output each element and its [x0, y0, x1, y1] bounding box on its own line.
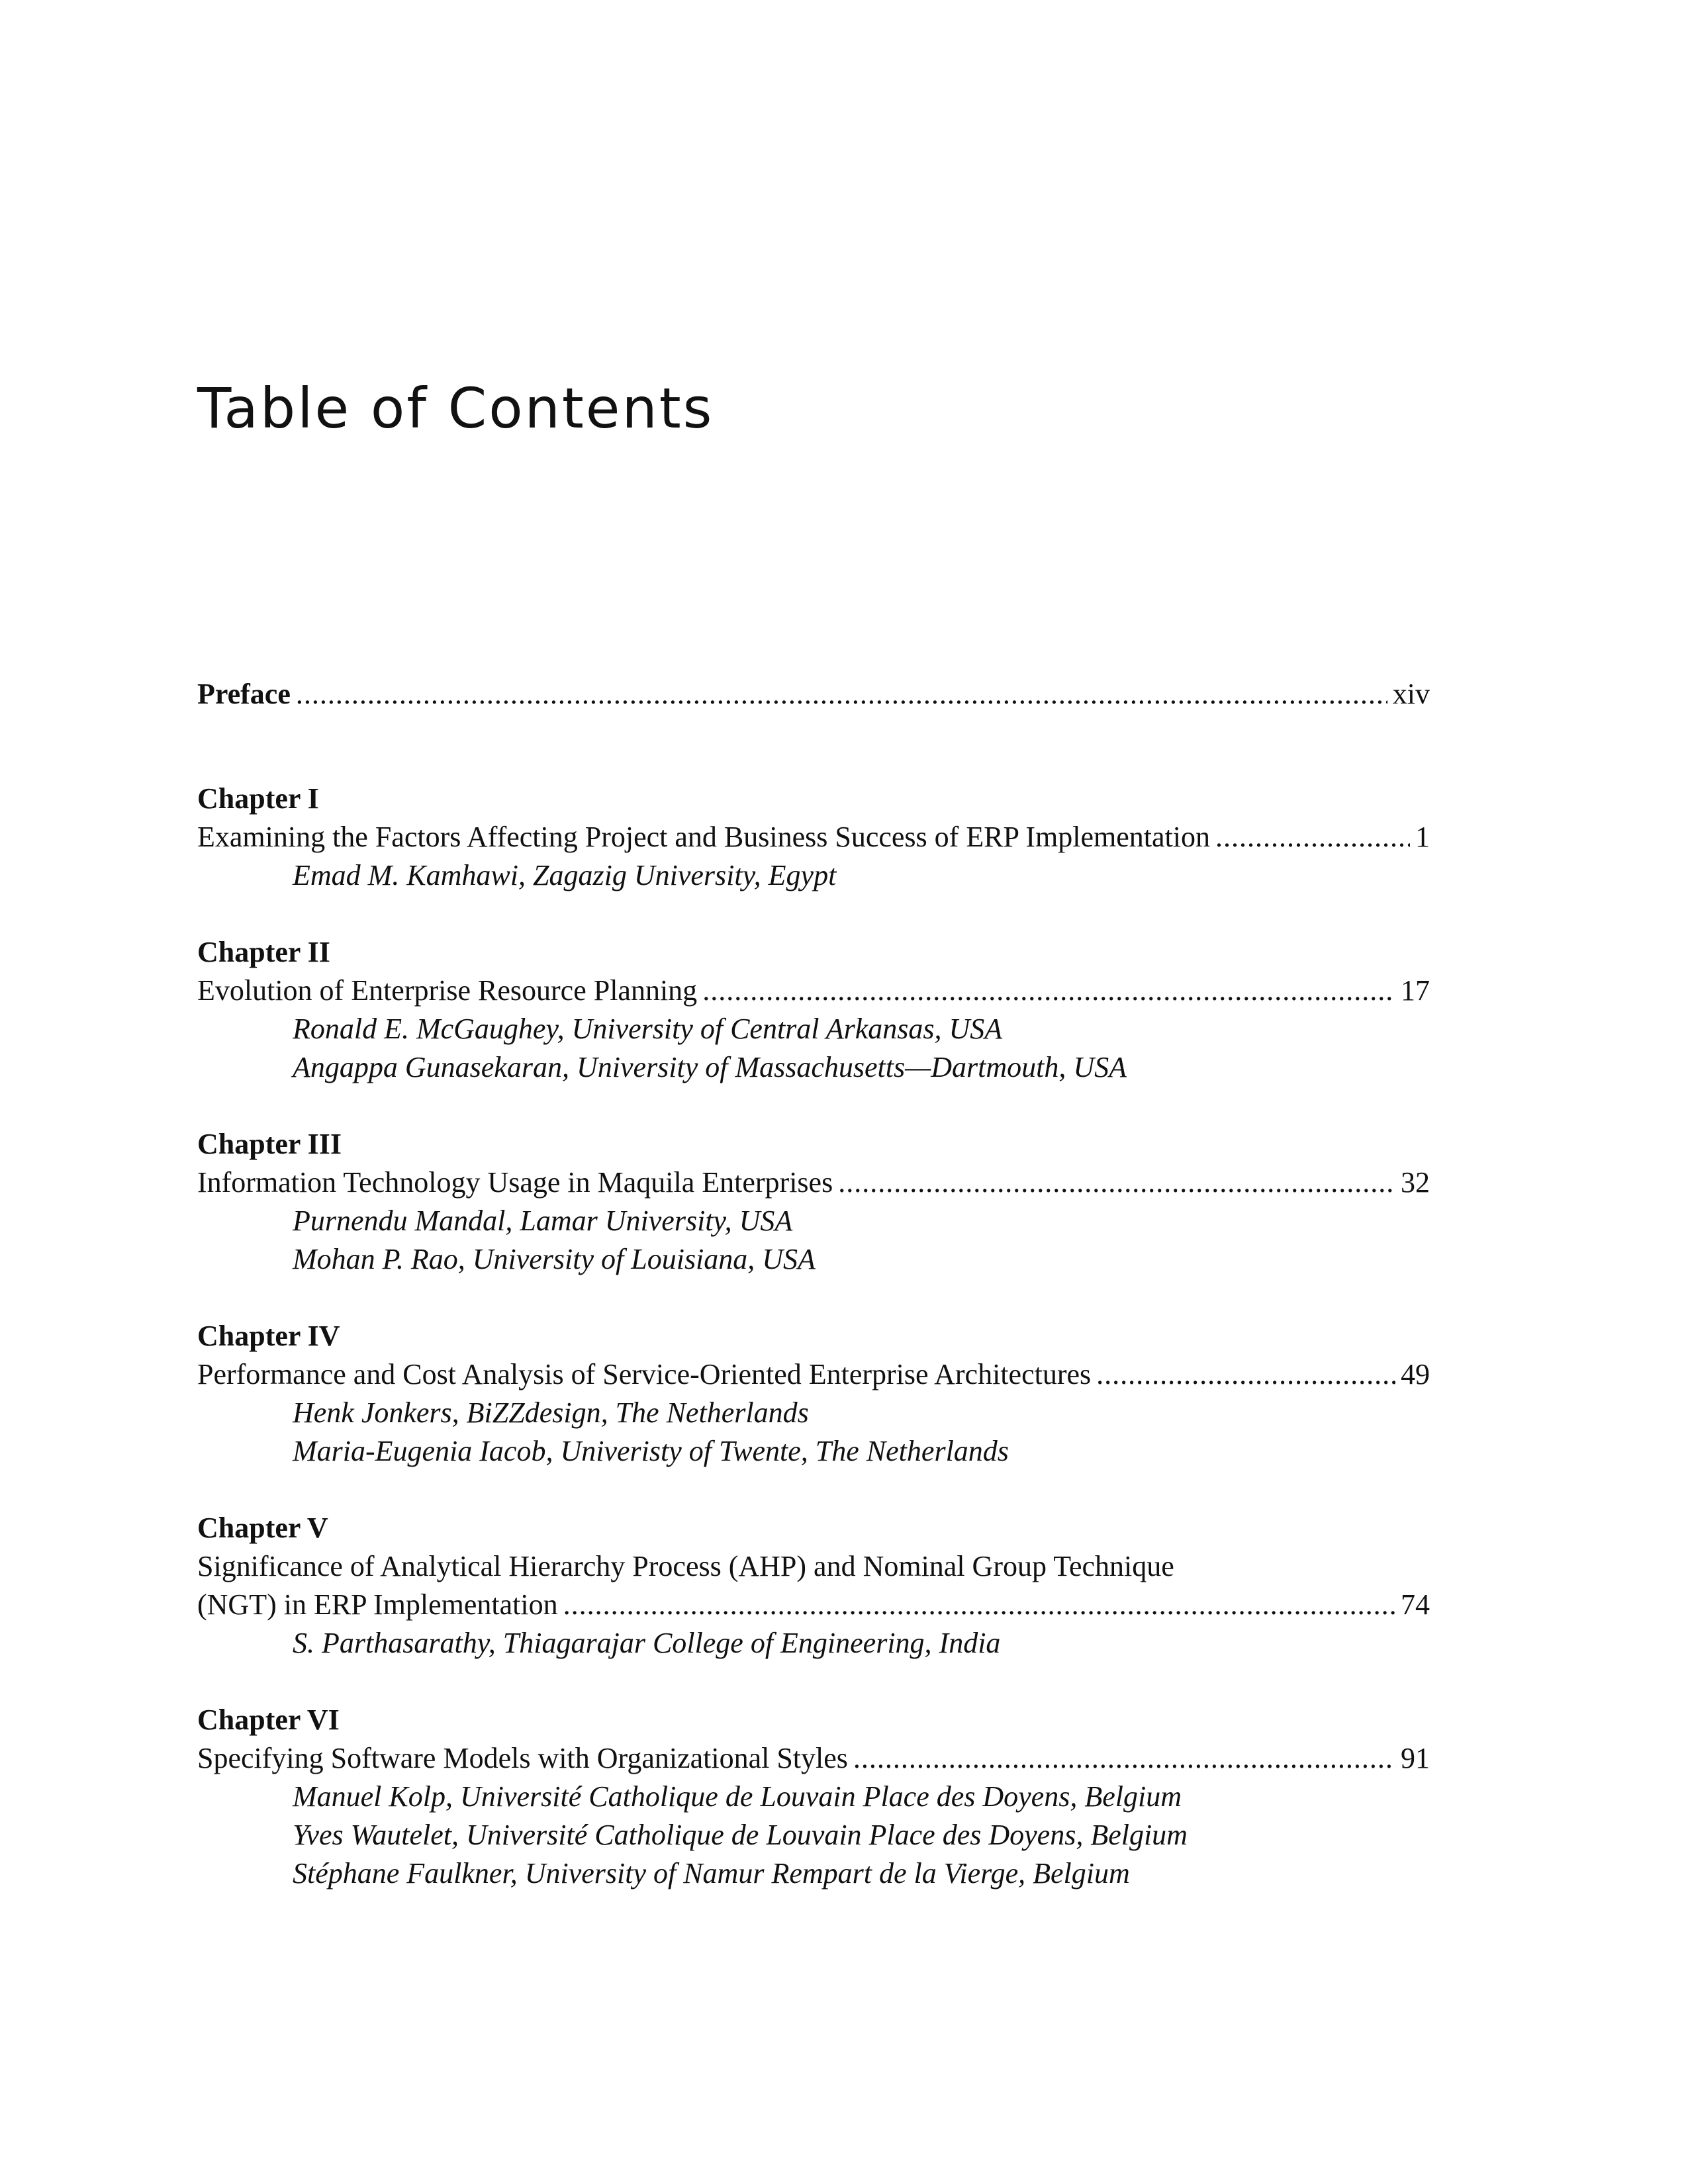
chapter-page-number: 74: [1401, 1588, 1430, 1621]
chapter-authors: [197, 1010, 1430, 1087]
chapter-page-number: 49: [1401, 1358, 1430, 1390]
preface-label: Preface: [197, 678, 291, 710]
chapter-label: Chapter III: [197, 1128, 342, 1160]
chapter-label: Chapter VI: [197, 1704, 340, 1736]
chapter-title: Information Technology Usage in Maquila Enterprises: [197, 1166, 833, 1199]
preface-page-number: xiv: [1392, 678, 1430, 710]
chapter-title-row: [197, 972, 1430, 1010]
toc-entry-chapter-6[interactable]: [197, 1701, 1430, 1893]
chapter-authors: [197, 1394, 1430, 1471]
chapter-title: Examining the Factors Affecting Project and Business Success of ERP Implementation: [197, 821, 1210, 853]
dot-leader: [563, 1586, 1395, 1624]
chapter-authors: [197, 1624, 1430, 1662]
toc-entry-chapter-1[interactable]: [197, 780, 1430, 895]
chapter-title-row: [197, 1739, 1430, 1778]
toc-entry-chapter-5[interactable]: [197, 1509, 1430, 1662]
dot-leader: [1215, 818, 1410, 856]
toc-entry-chapter-3[interactable]: [197, 1125, 1430, 1279]
chapter-list: [197, 780, 1430, 1893]
page-title: Table of Contents: [197, 376, 714, 441]
chapter-author: Henk Jonkers, BiZZdesign, The Netherlands: [293, 1396, 809, 1429]
dot-leader: [702, 972, 1395, 1010]
chapter-label: Chapter V: [197, 1512, 328, 1544]
chapter-author: Emad M. Kamhawi, Zagazig University, Egypt: [293, 859, 837, 891]
chapter-title: (NGT) in ERP Implementation: [197, 1588, 558, 1621]
chapter-authors: [197, 856, 1430, 895]
table-of-contents: [197, 675, 1430, 1931]
chapter-title-row: [197, 1163, 1430, 1202]
chapter-author: Angappa Gunasekaran, University of Massachusetts—Dartmouth, USA: [293, 1051, 1127, 1083]
chapter-author: Mohan P. Rao, University of Louisiana, USA: [293, 1243, 816, 1275]
toc-entry-preface[interactable]: [197, 675, 1430, 713]
chapter-author: S. Parthasarathy, Thiagarajar College of Engineering, India: [293, 1627, 1001, 1659]
dot-leader: [296, 675, 1387, 713]
chapter-author: Ronald E. McGaughey, University of Central Arkansas, USA: [293, 1013, 1003, 1045]
chapter-title: Performance and Cost Analysis of Service-Oriented Enterprise Architectures: [197, 1358, 1092, 1390]
chapter-authors: [197, 1778, 1430, 1893]
dot-leader: [1096, 1355, 1395, 1394]
chapter-author: Manuel Kolp, Université Catholique de Louvain Place des Doyens, Belgium: [293, 1780, 1182, 1813]
chapter-page-number: 1: [1415, 821, 1430, 853]
chapter-label: Chapter II: [197, 936, 330, 968]
chapter-title-lines: [197, 1547, 1430, 1586]
chapter-page-number: 91: [1401, 1742, 1430, 1774]
chapter-title-row: [197, 818, 1430, 856]
chapter-author: Maria-Eugenia Iacob, Univeristy of Twente, The Netherlands: [293, 1435, 1009, 1467]
chapter-author: Purnendu Mandal, Lamar University, USA: [293, 1205, 793, 1237]
dot-leader: [853, 1739, 1395, 1778]
dot-leader: [838, 1163, 1395, 1202]
chapter-label: Chapter I: [197, 782, 319, 815]
chapter-label: Chapter IV: [197, 1320, 340, 1352]
chapter-title-row: [197, 1355, 1430, 1394]
chapter-authors: [197, 1202, 1430, 1279]
chapter-title: Evolution of Enterprise Resource Planning: [197, 974, 698, 1007]
chapter-page-number: 32: [1401, 1166, 1430, 1199]
chapter-author: Stéphane Faulkner, University of Namur Rempart de la Vierge, Belgium: [293, 1857, 1130, 1889]
chapter-title-row: [197, 1586, 1430, 1624]
toc-entry-chapter-2[interactable]: [197, 933, 1430, 1087]
chapter-page-number: 17: [1401, 974, 1430, 1007]
chapter-title-line: Significance of Analytical Hierarchy Process (AHP) and Nominal Group Technique: [197, 1550, 1174, 1582]
toc-entry-chapter-4[interactable]: [197, 1317, 1430, 1471]
chapter-title: Specifying Software Models with Organizational Styles: [197, 1742, 848, 1774]
chapter-author: Yves Wautelet, Université Catholique de Louvain Place des Doyens, Belgium: [293, 1819, 1188, 1851]
